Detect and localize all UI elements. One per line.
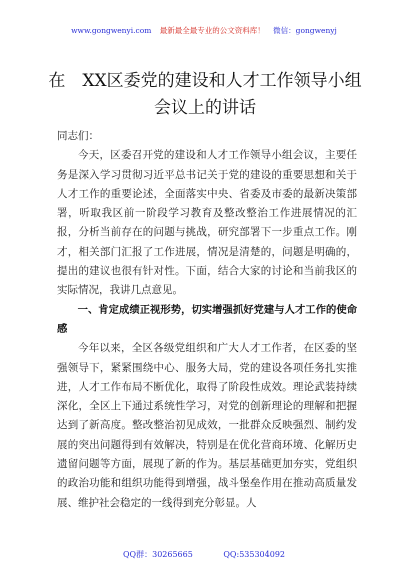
qq-number: QQ:535304092 [223,550,285,559]
document-body [57,127,357,513]
salutation: 同志们： [57,130,99,142]
section-paragraph: 今年以来，全区各级党组织和广大人才工作者，在区委的坚强领导下，紧紧围绕中心、服务大局，党的建设各项任务扎实推进，人才工作布局不断优化，取得了阶段性成效。理论武装持续深化，全区上下通过系统性学习，对党的创新理论的理解和把握达到了新高度。整改整治初见成效，一批群众反映强烈、制约发展的突出问题得到有效解决，特别是在优化营商环境、化解历史遗留问题等方面，展现了新的作为。基层基础更加夯实，党组织的政治功能和组织功能得到增强，战斗堡垒作用在推动高质量发展、维护社会稳定的一线得到充分彰显。人 [57,342,357,509]
footer-contact [0,549,408,560]
header-slogan: 最新最全最专业的公文资料库！ [159,26,265,35]
website-link[interactable]: www.gongwenyi.com [71,26,152,35]
wechat-contact: 微信：gongwenyj [273,26,337,35]
intro-paragraph: 今天，区委召开党的建设和人才工作领导小组会议，主要任务是深入学习贯彻习近平总书记关于党的建设的重要思想和关于人才工作的重要论述，全面落实中央、省委及市委的最新决策部署，听取我区前一阶段学习教育及整改整治工作进展情况的汇报，分析当前存在的问题与挑战，研究部署下一步重点工作。刚才，相关部门汇报了工作进展，情况是清楚的，问题是明确的，提出的建议也很有针对性。下面，结合大家的讨论和当前我区的实际情况，我讲几点意见。 [57,149,357,297]
document-title: 在 XX区委党的建设和人才工作领导小组会议上的讲话 [48,71,362,118]
qq-group: QQ群：30265665 [122,550,193,559]
header-banner [0,25,408,36]
section-heading: 一、肯定成绩正视形势，切实增强抓好党建与人才工作的使命感 [57,303,357,335]
